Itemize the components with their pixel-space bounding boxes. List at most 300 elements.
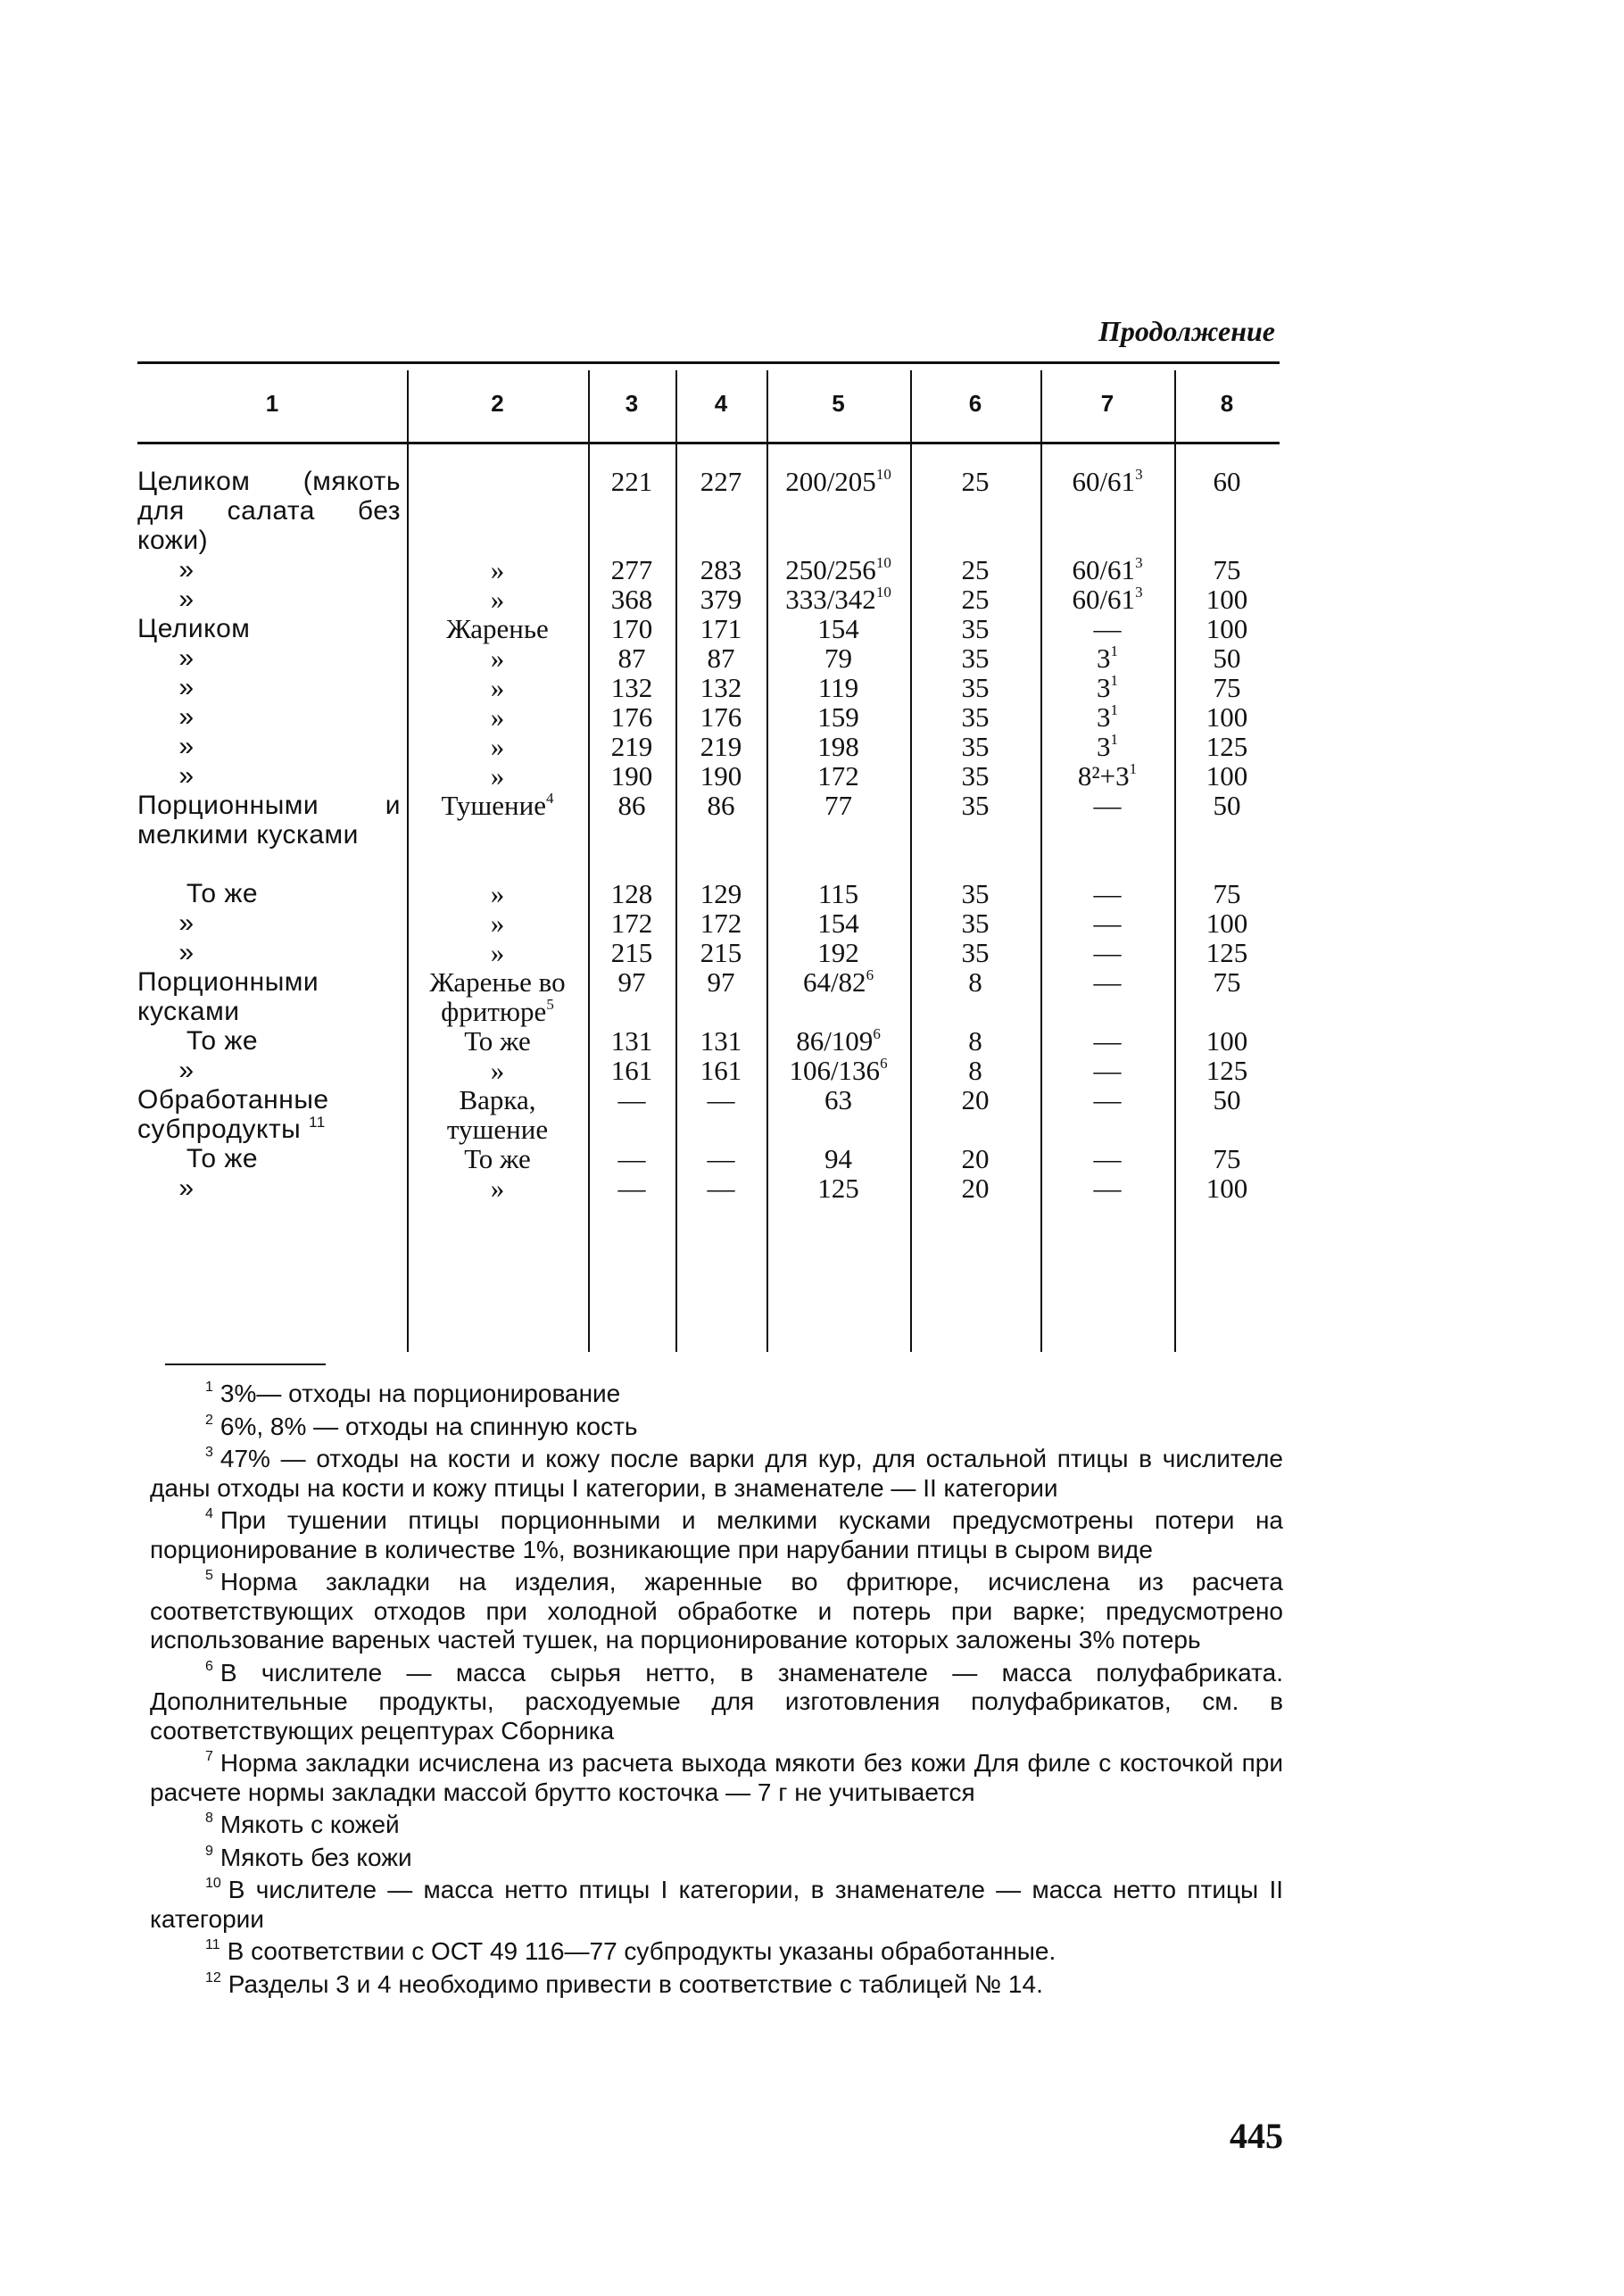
footnote [150,1445,1283,1503]
row-col8-cell [1174,938,1280,967]
row-col4-cell-text: 190 [700,760,742,792]
row-col3-cell [588,614,675,643]
row-col8-cell-text: 75 [1213,554,1241,585]
table-row [137,761,1280,791]
row-part-cell [137,673,236,702]
row-col8-cell [1174,1173,1280,1203]
row-col8-cell-text: 50 [1213,1084,1241,1115]
row-part-cell [137,702,236,732]
row-col7-cell-text: — [1093,937,1122,968]
row-col4-cell-text: — [707,1084,735,1115]
row-method-cell-text: » [490,554,505,585]
row-col8-cell-text: 50 [1213,790,1241,821]
footnote [150,1413,1283,1442]
row-method-cell-text: » [490,672,505,703]
row-col6-cell [910,555,1040,584]
row-col5-cell [766,1026,910,1056]
row-col8-cell-text: 100 [1206,701,1248,733]
footnote [150,1970,1283,2000]
row-part-cell [137,879,307,908]
row-col6-cell [910,702,1040,732]
table-row [137,673,1280,702]
row-col6-cell-text: 35 [961,701,990,733]
row-col3-cell-text: — [617,1143,646,1174]
row-col8-cell [1174,791,1280,820]
row-part-text: Порционными и мелкими кусками [137,791,401,850]
row-col6-cell [910,467,1040,496]
row-col4-cell [675,702,766,732]
row-col3-cell [588,791,675,820]
row-col4-cell-text: 283 [700,554,742,585]
row-col3-cell [588,467,675,496]
row-col3-cell-text: — [617,1084,646,1115]
row-part-cell [137,908,236,938]
row-col8-cell [1174,761,1280,791]
row-part-text: » [178,643,195,673]
row-col7-cell-text: — [1093,790,1122,821]
row-col8-cell [1174,908,1280,938]
row-col6-cell [910,584,1040,614]
row-col7-cell-text: 60/61 [1072,554,1136,585]
row-col6-cell [910,908,1040,938]
page-number: 445 [1230,2116,1283,2156]
row-col4-cell-text: 97 [707,966,735,998]
row-col7-cell [1040,1144,1174,1173]
row-col3-cell-text: 190 [610,760,653,792]
row-col7-cell-text: — [1093,878,1122,909]
footnote [150,1844,1283,1873]
row-col5-cell-text: 154 [817,908,859,939]
row-method-cell-text: Тушение [441,790,546,821]
footnote-number: 3 [205,1445,213,1460]
row-col3-cell-text: 132 [610,672,653,703]
row-col7-cell-text: — [1093,613,1122,644]
footnote [150,1568,1283,1655]
table-row [137,1173,1280,1203]
row-part-cell [137,1144,307,1173]
row-col3-cell-text: 172 [610,908,653,939]
table-row [137,702,1280,732]
row-col3-cell [588,673,675,702]
row-method-cell [410,1056,584,1085]
row-col6-cell [910,614,1040,643]
row-part-text: » [178,555,195,584]
row-col3-cell [588,643,675,673]
row-col8-cell-text: 100 [1206,613,1248,644]
row-col8-cell-text: 125 [1206,937,1248,968]
row-col5-cell-text: 200/205 [785,466,876,497]
table-row [137,732,1280,761]
row-col4-cell [675,1026,766,1056]
row-col8-cell [1174,673,1280,702]
row-part-cell [137,584,236,614]
row-col3-cell-text: 277 [610,554,653,585]
footnote [150,1937,1283,1967]
row-col4-cell [675,1173,766,1203]
row-col4-cell-text: 219 [700,731,742,762]
table-row [137,584,1280,614]
footnote-ref: 10 [875,466,891,483]
footnote-ref: 1 [1110,672,1118,689]
row-col6-cell [910,879,1040,908]
table-top-rule [137,361,1280,364]
row-col8-cell-text: 75 [1213,672,1241,703]
footnotes [150,1380,1283,2002]
row-col8-cell-text: 125 [1206,731,1248,762]
row-col3-cell [588,1144,675,1173]
footnote-ref: 1 [1110,701,1118,718]
table-row [137,938,1280,967]
row-col4-cell [675,643,766,673]
row-col3-cell [588,555,675,584]
row-part-text: » [178,673,195,702]
column-header: 7 [1100,390,1114,417]
row-col6-cell [910,1144,1040,1173]
row-col6-cell [910,761,1040,791]
footnote-text: Норма закладки исчислена из расчета выхода мякоти без кожи Для филе с косточкой при расчете нормы закладки массой брутто косточка — 7 г не учитывается [150,1749,1283,1806]
row-col3-cell-text: 176 [610,701,653,733]
row-part-text: То же [186,879,259,908]
row-col7-cell [1040,643,1174,673]
row-col4-cell-text: — [707,1143,735,1174]
row-col7-cell [1040,791,1174,820]
row-part-text: » [178,1056,195,1085]
row-method-cell-text: Варка, тушение [446,1084,549,1145]
row-col7-cell-text: — [1093,1055,1122,1086]
row-col4-cell [675,879,766,908]
row-col7-cell [1040,908,1174,938]
row-col6-cell-text: 8 [968,966,982,998]
row-col4-cell-text: 379 [700,584,742,615]
row-col3-cell-text: — [617,1173,646,1204]
row-col5-cell-text: 115 [817,878,859,909]
row-col3-cell-text: 219 [610,731,653,762]
row-method-cell-text: Жаренье [446,613,549,644]
footnote-number: 9 [205,1843,213,1859]
row-col6-cell-text: 35 [961,731,990,762]
row-col8-cell-text: 100 [1206,908,1248,939]
footnote-text: При тушении птицы порционными и мелкими кусками предусмотрены потери на порционирование в количестве 1%, возникающие при нарубании птицы в сыром виде [150,1506,1283,1563]
row-col3-cell [588,879,675,908]
row-col3-cell-text: 87 [617,642,646,674]
row-col4-cell [675,555,766,584]
row-col3-cell [588,908,675,938]
row-col7-cell-text: — [1093,1084,1122,1115]
row-col4-cell [675,908,766,938]
row-col3-cell [588,702,675,732]
row-part-cell [137,791,401,850]
row-col8-cell [1174,1056,1280,1085]
row-col5-cell [766,1144,910,1173]
row-col4-cell-text: 132 [700,672,742,703]
row-col7-cell-text: 60/61 [1072,584,1136,615]
row-col5-cell-text: 63 [824,1084,852,1115]
row-col6-cell-text: 20 [961,1084,990,1115]
row-col3-cell-text: 161 [610,1055,653,1086]
footnote-number: 8 [205,1811,213,1826]
footnote-text: 47% — отходы на кости и кожу после варки для кур, для остальной птицы в числителе даны отходы на кости и кожу птицы I категории, в знаменателе — II категории [150,1445,1283,1502]
row-method-cell-text: » [490,731,505,762]
row-method-cell [410,1144,584,1173]
row-col8-cell [1174,1085,1280,1115]
row-col6-cell-text: 8 [968,1055,982,1086]
row-col8-cell-text: 75 [1213,878,1241,909]
column-header: 6 [968,390,982,417]
row-col8-cell [1174,702,1280,732]
row-part-text: » [178,584,195,614]
row-col5-cell [766,908,910,938]
row-col8-cell-text: 125 [1206,1055,1248,1086]
row-col6-cell-text: 8 [968,1025,982,1057]
row-method-cell-text: » [490,701,505,733]
row-col4-cell [675,673,766,702]
row-col7-cell-text: 3 [1097,672,1111,703]
table-row [137,908,1280,938]
row-col4-cell-text: — [707,1173,735,1204]
row-col3-cell-text: 128 [610,878,653,909]
row-col3-cell-text: 86 [617,790,646,821]
data-table [137,352,1280,1352]
row-col3-cell [588,967,675,997]
row-method-cell [410,967,584,1026]
row-col7-cell-text: 3 [1097,642,1111,674]
footnote-ref: 10 [875,584,891,601]
row-col5-cell [766,761,910,791]
footnote-number: 5 [205,1568,213,1583]
row-col7-cell [1040,879,1174,908]
row-col5-cell [766,614,910,643]
row-col5-cell [766,467,910,496]
row-col5-cell [766,643,910,673]
footnote-ref: 6 [866,966,874,983]
row-col6-cell [910,1173,1040,1203]
row-col4-cell [675,761,766,791]
row-col6-cell-text: 35 [961,790,990,821]
footnote-text: 3%— отходы на порционирование [220,1380,621,1407]
row-col7-cell [1040,761,1174,791]
footnote-text: В соответствии с ОСТ 49 116—77 субпродукты указаны обработанные. [227,1937,1056,1965]
row-part-cell [137,732,236,761]
footnote-text: 6%, 8% — отходы на спинную кость [220,1412,638,1440]
table-row [137,791,1280,879]
table-row [137,555,1280,584]
row-method-cell-text: » [490,584,505,615]
row-part-text: » [178,761,195,791]
table-body [137,467,1280,1203]
row-col5-cell [766,584,910,614]
row-method-cell-text: » [490,937,505,968]
footnote [150,1811,1283,1840]
footnote-ref: 11 [309,1114,326,1131]
row-col8-cell [1174,614,1280,643]
row-col8-cell-text: 100 [1206,584,1248,615]
table-row [137,467,1280,555]
row-col4-cell [675,467,766,496]
row-col8-cell [1174,967,1280,997]
row-col3-cell [588,1173,675,1203]
row-method-cell-text: » [490,760,505,792]
row-part-text: То же [186,1144,259,1173]
row-col5-cell-text: 250/256 [785,554,876,585]
row-part-text: То же [186,1026,259,1056]
column-header: 3 [625,390,639,417]
footnote-ref: 6 [873,1025,881,1042]
row-col7-cell-text: — [1093,966,1122,998]
row-col7-cell-text: — [1093,908,1122,939]
row-method-cell [410,555,584,584]
row-col5-cell-text: 159 [817,701,859,733]
row-col4-cell [675,1056,766,1085]
row-col8-cell [1174,879,1280,908]
row-col5-cell-text: 86/109 [796,1025,874,1057]
row-col5-cell-text: 154 [817,613,859,644]
row-method-cell [410,614,584,643]
row-method-cell [410,938,584,967]
row-col4-cell [675,614,766,643]
table-row [137,879,1280,908]
row-col6-cell [910,1085,1040,1115]
row-col3-cell [588,1085,675,1115]
row-col5-cell-text: 333/342 [785,584,876,615]
row-part-cell [137,643,236,673]
row-col5-cell-text: 79 [824,642,852,674]
row-col4-cell [675,584,766,614]
footnote-ref: 1 [1110,642,1118,659]
footnote-text: Норма закладки на изделия, жаренные во фритюре, исчислена из расчета соответствующих отходов при холодной обработке и потерь при варке; предусмотрено использование вареных частей тушек, на порционирование которых заложены 3% потерь [150,1568,1283,1654]
row-col7-cell-text: — [1093,1143,1122,1174]
footnote-text: Мякоть без кожи [220,1843,412,1871]
continuation-label: Продолжение [1098,315,1275,347]
row-method-cell [410,908,584,938]
row-col6-cell-text: 35 [961,937,990,968]
row-col6-cell [910,967,1040,997]
row-col6-cell-text: 25 [961,584,990,615]
row-col7-cell [1040,555,1174,584]
row-col8-cell-text: 75 [1213,966,1241,998]
footnote [150,1749,1283,1807]
row-col6-cell-text: 35 [961,908,990,939]
row-col3-cell-text: 131 [610,1025,653,1057]
row-col7-cell-text: — [1093,1173,1122,1204]
column-header: 5 [832,390,845,417]
row-col3-cell [588,732,675,761]
row-col5-cell-text: 64/82 [802,966,866,998]
row-part-text: » [178,908,195,938]
row-col5-cell [766,879,910,908]
table-row [137,1144,1280,1173]
row-part-text: » [178,702,195,732]
row-col5-cell-text: 94 [824,1143,852,1174]
row-col3-cell-text: 368 [610,584,653,615]
column-header: 8 [1220,390,1234,417]
row-col7-cell [1040,702,1174,732]
row-col6-cell-text: 35 [961,672,990,703]
row-part-text: Обработанные субпродукты [137,1085,329,1144]
table-row [137,1056,1280,1085]
row-method-cell [410,791,584,820]
row-col8-cell-text: 60 [1213,466,1241,497]
row-col4-cell-text: 131 [700,1025,742,1057]
row-col5-cell-text: 77 [824,790,852,821]
row-col5-cell-text: 192 [817,937,859,968]
row-col8-cell [1174,1144,1280,1173]
row-method-cell-text: » [490,878,505,909]
row-col5-cell [766,1085,910,1115]
row-col7-cell [1040,1026,1174,1056]
row-col8-cell-text: 100 [1206,1173,1248,1204]
row-col8-cell [1174,643,1280,673]
row-col6-cell-text: 35 [961,613,990,644]
row-col6-cell-text: 25 [961,466,990,497]
row-method-cell-text: » [490,1173,505,1204]
row-col5-cell [766,673,910,702]
row-col6-cell [910,791,1040,820]
row-col4-cell [675,967,766,997]
row-col7-cell-text: 8²+3 [1077,760,1130,792]
footnote-ref: 4 [545,790,554,807]
row-col7-cell [1040,1085,1174,1115]
row-method-cell [410,1085,584,1144]
row-col3-cell-text: 221 [610,466,653,497]
row-part-cell [137,467,401,555]
row-col5-cell-text: 106/136 [789,1055,881,1086]
row-col5-cell-text: 172 [817,760,859,792]
footnote-number: 4 [205,1506,213,1521]
footnote-ref: 1 [1110,731,1118,748]
footnote-number: 10 [205,1876,221,1891]
row-col8-cell [1174,732,1280,761]
row-method-cell [410,761,584,791]
footnote-text: В числителе — масса сырья нетто, в знаменателе — масса полуфабриката. Дополнительные продукты, расходуемые для изготовления полуфабрикатов, см. в соответствующих рецептурах Сборника [150,1658,1283,1745]
table-row [137,1085,1280,1144]
table-row [137,643,1280,673]
footnote-ref: 6 [880,1055,888,1072]
footnote [150,1876,1283,1934]
row-col5-cell [766,732,910,761]
row-col6-cell [910,1026,1040,1056]
footnote-text: В числителе — масса нетто птицы I категории, в знаменателе — масса нетто птицы II категории [150,1876,1283,1933]
row-col7-cell [1040,1173,1174,1203]
footnote-ref: 3 [1135,584,1143,601]
row-col8-cell-text: 50 [1213,642,1241,674]
row-col8-cell-text: 100 [1206,1025,1248,1057]
footnote [150,1506,1283,1564]
row-col4-cell-text: 176 [700,701,742,733]
row-col4-cell [675,1144,766,1173]
row-method-cell-text: То же [464,1025,531,1057]
row-part-text: » [178,938,195,967]
row-col4-cell-text: 172 [700,908,742,939]
row-col5-cell [766,938,910,967]
footnote-number: 1 [205,1380,213,1395]
row-col5-cell [766,555,910,584]
row-col4-cell-text: 86 [707,790,735,821]
row-method-cell [410,732,584,761]
row-col8-cell [1174,467,1280,496]
row-part-cell [137,938,236,967]
row-col4-cell [675,791,766,820]
row-method-cell [410,643,584,673]
row-col6-cell-text: 35 [961,878,990,909]
row-col8-cell [1174,555,1280,584]
row-col8-cell-text: 75 [1213,1143,1241,1174]
row-part-text: Целиком (мякоть для салата без кожи) [137,467,401,555]
row-col7-cell [1040,614,1174,643]
row-col4-cell-text: 129 [700,878,742,909]
table-row [137,1026,1280,1056]
column-header: 4 [714,390,728,417]
footnote [150,1659,1283,1746]
